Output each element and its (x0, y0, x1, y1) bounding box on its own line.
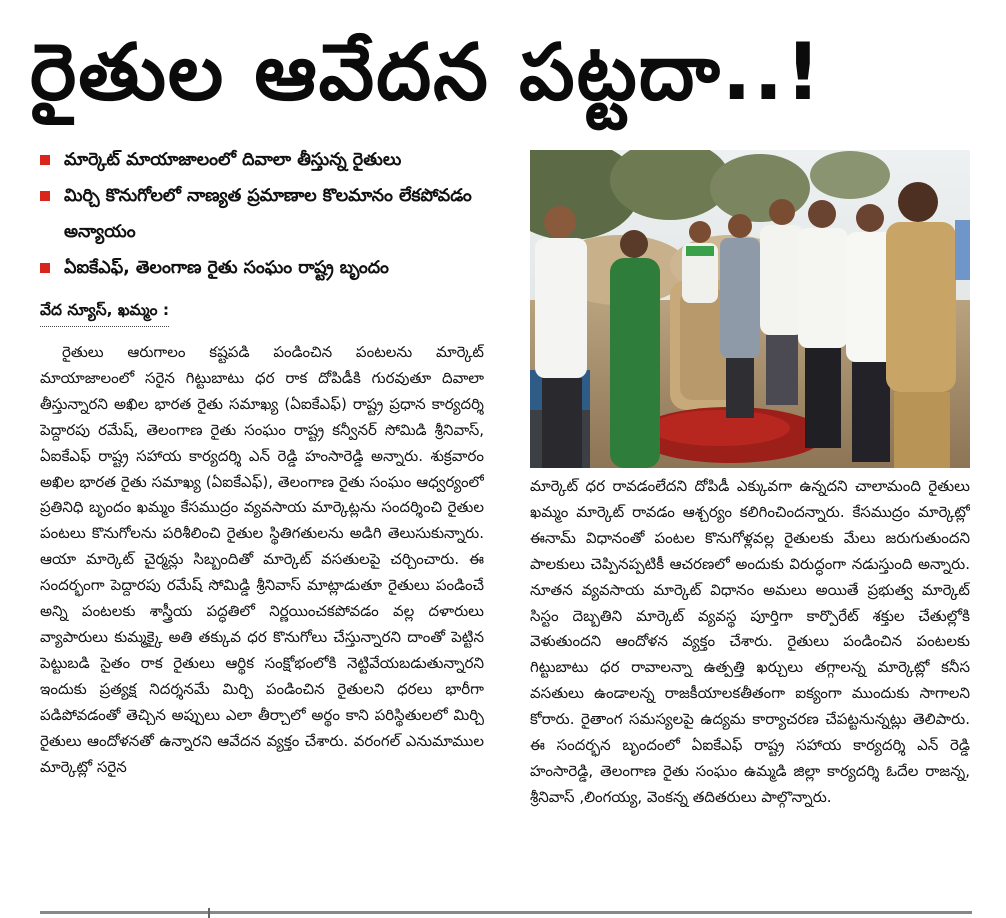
subheadline-item: మిర్చి కొనుగోలలో నాణ్యత ప్రమాణాల కొలమానం లేకపోవడం అన్యాయం (40, 178, 510, 250)
article-paragraph: రైతులు ఆరుగాలం కష్టపడి పండించిన పంటలను మార్కెట్ మాయాజాలంలో సరైన గిట్టుబాటు ధర రాక దోపిడీకి గురవుతూ దివాలా తీస్తున్నారని అఖిల భారత రైతు సమాఖ్య (ఏఐకేఎఫ్) రాష్ట్ర ప్రధాన కార్యదర్శి పెద్దారపు రమేష్, తెలంగాణ రైతు సంఘం రాష్ట్ర కన్వీనర్ సోమిడి శ్రీనివాస్, ఏఐకేఎఫ్ రాష్ట్ర సహాయ కార్యదర్శి ఎన్ రెడ్డి హంసారెడ్డి అన్నారు. శుక్రవారం అఖిల భారత రైతు సమాఖ్య (ఏఐకేఎఫ్), తెలంగాణ రైతు సంఘం ఆధ్వర్యంలో ప్రతినిధి బృందం ఖమ్మం కేసముద్రం వ్యవసాయ మార్కెట్లను సందర్శించి రైతుల పంటలు కొనుగోలను పరిశీలించి రైతుల స్థితిగతులను అడిగి తెలుసుకున్నారు. ఆయా మార్కెట్ చైర్మన్లు సిబ్బందితో మార్కెట్ వసతులపై చర్చించారు. ఈ సందర్భంగా పెద్దారపు రమేష్ సోమిడ్డి శ్రీనివాస్ మాట్లాడుతూ రైతులు పండించే అన్ని పంటలకు శాస్త్రీయ పద్ధతిలో నిర్ణయించకపోవడం వల్ల దళారులు వ్యాపారులు కుమ్మక్కై అతి తక్కువ ధర కొనుగోలు చేస్తున్నారని దాంతో పెట్టిన పెట్టుబడి సైతం రాక రైతులు ఆర్థిక సంక్షోభంలోకి నెట్టివేయబడుతున్నారని ఇందుకు ప్రత్యక్ష నిదర్శనమే మిర్చి పండించిన రైతులని ధరలు భారీగా పడిపోవడంతో తెచ్చిన అప్పులు ఎలా తీర్చాలో అర్థం కాని పరిస్థితులలో మిర్చి రైతులు ఆందోళనతో ఉన్నారని ఆవేదన వ్యక్తం చేశారు. వరంగల్ ఎనుమాముల మార్కెట్లో సరైన (40, 343, 484, 776)
article-paragraph: మార్కెట్ ధర రావడంలేదని దోపిడీ ఎక్కువగా ఉన్నదని చాలామంది రైతులు ఖమ్మం మార్కెట్ రావడం ఆశ్చర్యం కలిగించిందన్నారు. కేసముద్రం మార్కెట్లో ఈనామ్ విధానంతో పంటల కొనుగోళ్లవల్ల రైతులకు మేలు జరుగుతుందని పాలకులు చెప్పినప్పటికీ ఆచరణలో అందుకు విరుద్ధంగా నడుస్తుంది అన్నారు. నూతన వ్యవసాయ మార్కెట్ విధానం అమలు అయితే ప్రభుత్వ మార్కెట్ సిస్టం దెబ్బతిని మార్కెట్ వ్యవస్థ పూర్తిగా కార్పొరేట్ శక్తుల చేతుల్లోకి వెళుతుందని ఆందోళన వ్యక్తం చేశారు. రైతులు పండించిన పంటలకు గిట్టుబాటు ధర రావాలన్నా ఉత్పత్తి ఖర్చులు తగ్గాలన్న మార్కెట్లో కనీస వసతులు ఉండాలన్న రాజకీయాలకతీతంగా ఐక్యంగా ముందుకు సాగాలని కోరారు. రైతాంగ సమస్యలపై ఉద్యమ కార్యాచరణ చేపట్టనున్నట్లు తెలిపారు. ఈ సందర్భన బృందంలో ఏఐకేఎఫ్ రాష్ట్ర సహాయ కార్యదర్శి ఎన్ రెడ్డి హంసారెడ్డి, తెలంగాణ రైతు సంఘం ఉమ్మడి జిల్లా కార్యదర్శి ఓదేల రాజన్న, శ్రీనివాస్ ,లింగయ్య, వెంకన్న తదితరులు పాల్గొన్నారు. (530, 477, 970, 806)
headline: రైతుల ఆవేదన పట్టదా..! (30, 28, 823, 118)
article-column-right (530, 474, 970, 900)
subheadline-list (40, 142, 510, 286)
subheadline-item: ఏఐకేఎఫ్, తెలంగాణ రైతు సంఘం రాష్ట్ర బృందం (40, 250, 510, 286)
byline: వేద న్యూస్, ఖమ్మం : (40, 296, 169, 327)
subheadline-item: మార్కెట్ మాయాజాలంలో దివాలా తీస్తున్న రైతులు (40, 142, 510, 178)
news-photo (530, 150, 970, 468)
article-column-left (40, 340, 484, 900)
market-visit-photo (530, 150, 970, 468)
footer-divider-tick (208, 908, 210, 918)
footer-divider (40, 911, 972, 914)
